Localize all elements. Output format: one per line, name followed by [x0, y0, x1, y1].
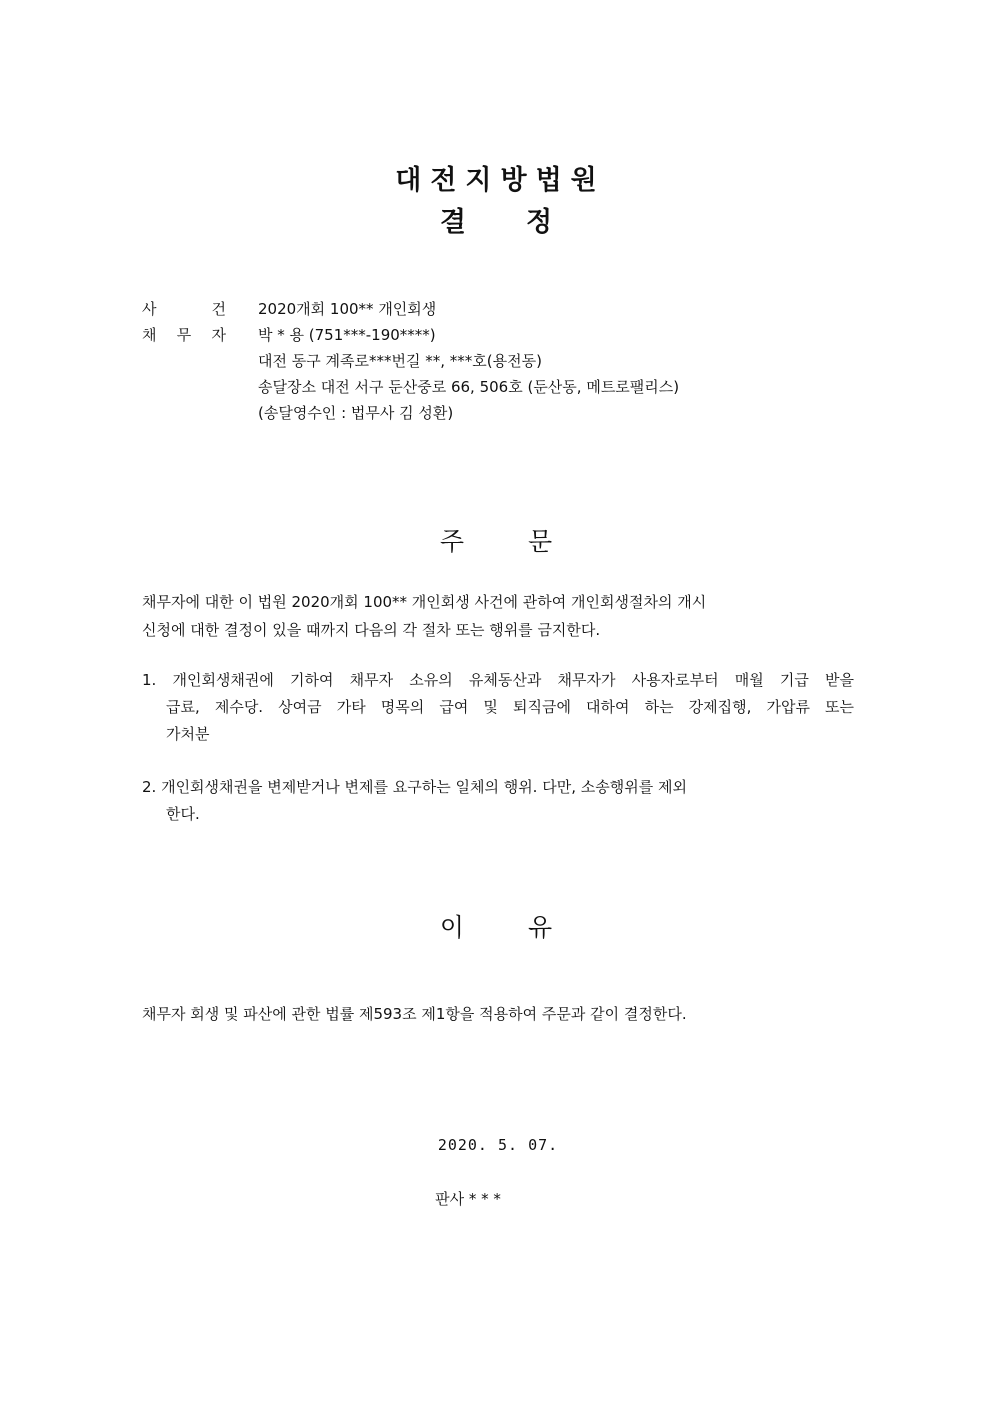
delivery-recipient: (송달영수인 : 법무사 김 성환): [258, 404, 454, 422]
decision-date: 2020. 5. 07.: [437, 1136, 559, 1154]
case-label-char: 건: [211, 300, 226, 318]
delivery-address-row: [142, 374, 679, 400]
order-item-2: [142, 774, 854, 828]
case-info: [142, 296, 679, 426]
debtor-label-char: 무: [176, 326, 192, 344]
order-item-line: 가처분: [166, 725, 210, 743]
judge-signature: 판사 * * *: [435, 1190, 501, 1208]
order-item-line: 급료, 제수당. 상여금 가타 명목의 급여 및 퇴직금에 대하여 하는 강제집행, 가압류 또는: [166, 698, 854, 716]
court-name: 대전지방법원: [395, 165, 606, 196]
debtor-label: [142, 322, 258, 348]
debtor-address: 대전 동구 계족로***번길 **, ***호(용전동): [258, 352, 542, 370]
order-heading: 주문: [439, 527, 617, 556]
order-intro: [142, 588, 706, 644]
reason-heading: 이유: [439, 913, 617, 942]
order-item-1: [142, 667, 854, 748]
case-label-char: 사: [142, 300, 157, 318]
reason-text: 채무자 회생 및 파산에 관한 법률 제593조 제1항을 적용하여 주문과 같이 결정한다.: [142, 1005, 687, 1023]
order-item-line: 1. 개인회생채권에 기하여 채무자 소유의 유체동산과 채무자가 사용자로부터 매월 기급 받을: [142, 671, 854, 689]
order-item-line: 한다.: [166, 805, 200, 823]
debtor-label-char: 채: [142, 326, 157, 344]
debtor-row: [142, 322, 679, 348]
delivery-recipient-row: [142, 400, 679, 426]
delivery-address: 송달장소 대전 서구 둔산중로 66, 506호 (둔산동, 메트로팰리스): [258, 378, 680, 396]
case-row: [142, 296, 679, 322]
debtor-address-row: [142, 348, 679, 374]
order-item-line: 2. 개인회생채권을 변제받거나 변제를 요구하는 일체의 행위. 다만, 소송행위를 제외: [142, 778, 687, 796]
debtor-label-char: 자: [211, 326, 226, 344]
order-intro-line: 신청에 대한 결정이 있을 때까지 다음의 각 절차 또는 행위를 금지한다.: [142, 621, 601, 639]
case-number: 2020개회 100** 개인회생: [258, 300, 437, 318]
document-title: 결정: [439, 207, 613, 238]
order-intro-line: 채무자에 대한 이 법원 2020개회 100** 개인회생 사건에 관하여 개인회생절차의 개시: [142, 593, 707, 611]
debtor-name: 박 * 용 (751***-190****): [258, 326, 436, 344]
case-label: [142, 296, 258, 322]
